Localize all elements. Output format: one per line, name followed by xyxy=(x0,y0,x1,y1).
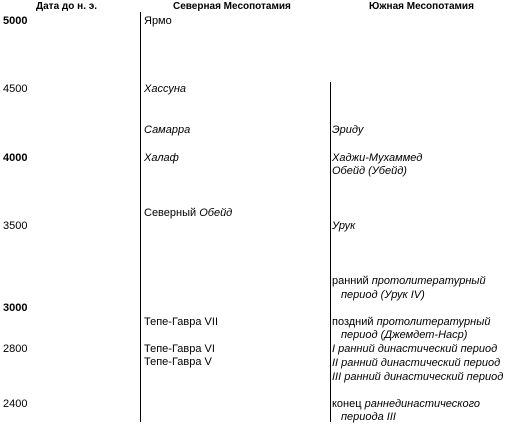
south-uruk: Урук xyxy=(332,220,356,232)
header-south: Южная Месопотамия xyxy=(369,1,474,12)
north-hassuna: Хассуна xyxy=(144,83,187,95)
south-early-protoliterate: ранний протолитературный xyxy=(332,275,486,287)
date-2400: 2400 xyxy=(3,398,28,410)
header-north: Северная Месопотамия xyxy=(173,1,291,12)
date-2800: 2800 xyxy=(3,343,28,355)
south-end-early-dynastic: конец раннединастического xyxy=(332,398,481,410)
south-early-dynastic-3: III ранний династический период xyxy=(332,371,504,383)
date-4000: 4000 xyxy=(3,152,28,164)
north-halaf: Халаф xyxy=(144,152,179,164)
date-3000: 3000 xyxy=(3,302,28,314)
south-early-dynastic-1: I ранний династический период xyxy=(332,343,498,355)
south-eridu: Эриду xyxy=(332,124,364,136)
south-hajji: Хаджи-Мухаммед xyxy=(332,152,423,164)
north-obeid: Северный Обейд xyxy=(144,207,233,219)
north-tepe-vi: Тепе-Гавра VI xyxy=(144,343,215,355)
south-late-protoliterate: поздний протолитературный xyxy=(332,316,491,328)
north-yarmo: Ярмо xyxy=(144,15,172,27)
north-samarra: Самарра xyxy=(144,124,191,136)
date-4500: 4500 xyxy=(3,83,28,95)
north-column-line xyxy=(140,12,141,422)
south-end-early-dynastic-period: периода III xyxy=(341,411,396,423)
north-tepe-v: Тепе-Гавра V xyxy=(144,356,212,368)
header-date: Дата до н. э. xyxy=(36,1,98,12)
south-column-line xyxy=(330,82,331,422)
north-tepe-vii: Тепе-Гавра VII xyxy=(144,316,218,328)
south-early-dynastic-2: II ранний династический период xyxy=(332,357,501,369)
date-3500: 3500 xyxy=(3,220,28,232)
south-obeid: Обейд (Убейд) xyxy=(332,165,407,177)
south-late-protoliterate-period: период (Джемдет-Наср) xyxy=(341,329,468,341)
south-early-protoliterate-period: период (Урук IV) xyxy=(341,289,425,301)
date-5000: 5000 xyxy=(3,15,28,27)
